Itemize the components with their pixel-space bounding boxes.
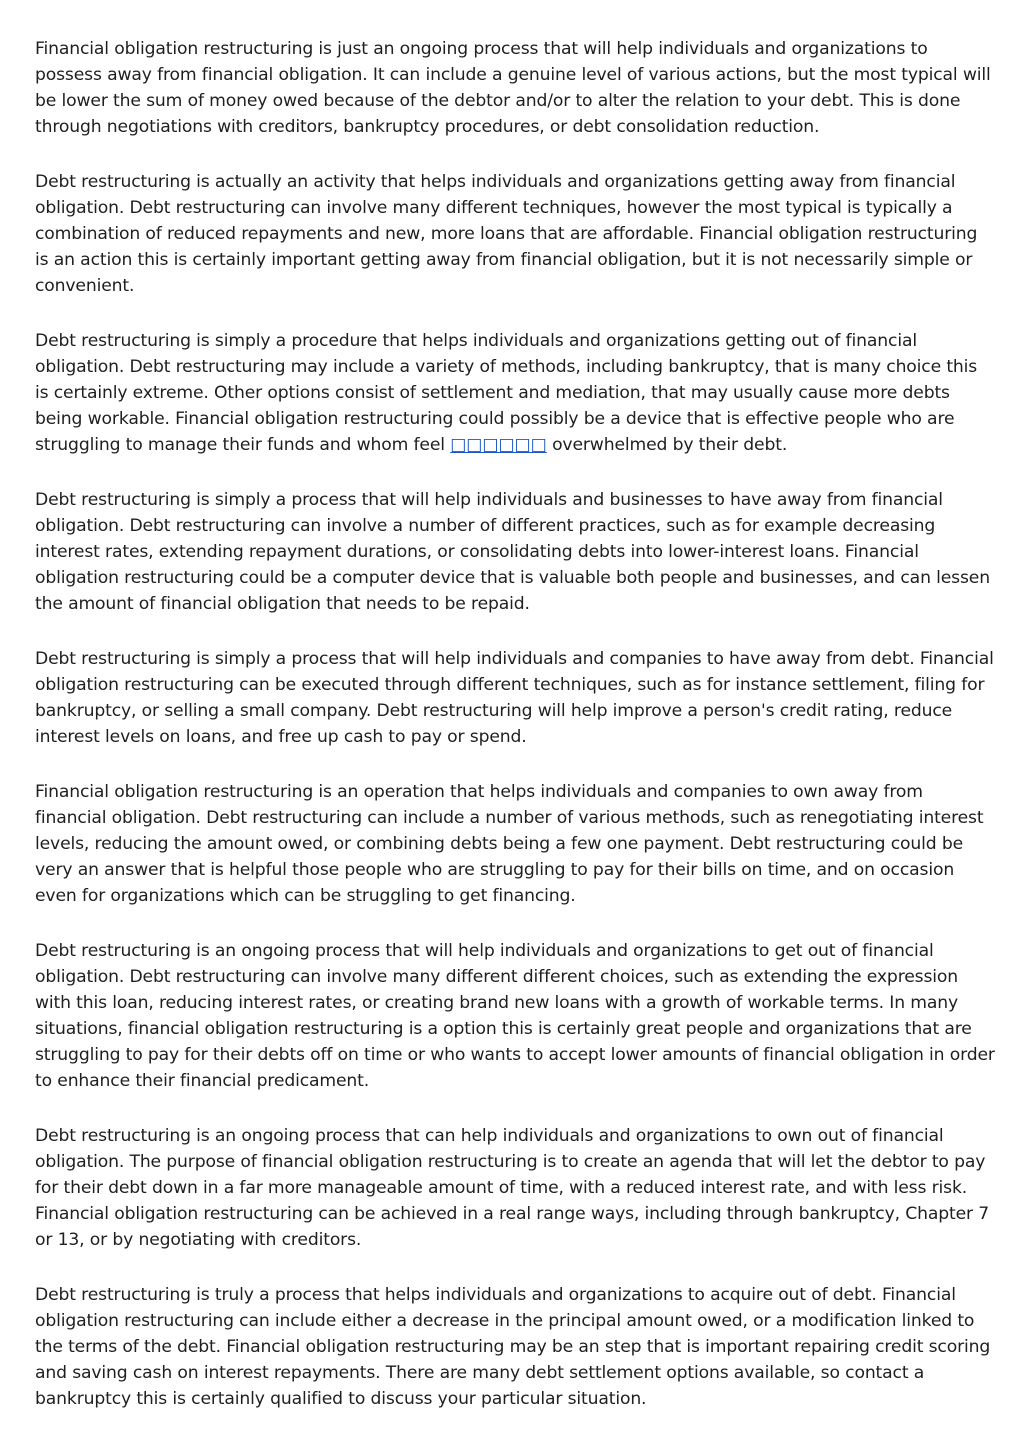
paragraph-9: Debt restructuring is truly a process that helps individuals and organizations to acquire out of debt. Financial obligation restructuring can include either a decrease in the principal amount owed, or a modification linked to the terms of the debt. Financial obligation restructuring may be an step that is important repairing credit scoring and saving cash on interest repayments. There are many debt settlement options available, so contact a bankruptcy this is certainly qualified to discuss your particular situation. xyxy=(35,1285,991,1409)
paragraph-3-text-before: Debt restructuring is simply a procedure that helps individuals and organizations getting out of financial obligation. Debt restructuring may include a variety of methods, including bankruptcy, that is many choice this is certainly extreme. Other options consist of settlement and mediation, that may usually cause more debts being workable. Financial obligation restructuring could possibly be a device that is effective people who are struggling to manage their funds and whom feel xyxy=(35,331,978,455)
paragraph-4: Debt restructuring is simply a process that will help individuals and businesses to have away from financial obligation. Debt restructuring can involve a number of different practices, such as for example decreasing interest rates, extending repayment durations, or consolidating debts into lower-interest loans. Financial obligation restructuring could be a computer device that is valuable both people and businesses, and can lessen the amount of financial obligation that needs to be repaid. xyxy=(35,490,990,614)
paragraph-3-text-after: overwhelmed by their debt. xyxy=(546,435,788,455)
paragraph-1: Financial obligation restructuring is just an ongoing process that will help individuals and organizations to possess away from financial obligation. It can include a genuine level of various actions, but the most typical will be lower the sum of money owed because of the debtor and/or to alter the relation to your debt. This is done through negotiations with creditors, bankruptcy procedures, or debt consolidation reduction. xyxy=(35,39,991,137)
inline-link[interactable]: □□□□□□ xyxy=(450,435,547,455)
document-body xyxy=(35,36,995,1441)
paragraph-6: Financial obligation restructuring is an operation that helps individuals and companies to own away from financial obligation. Debt restructuring can include a number of various methods, such as renegotiating interest levels, reducing the amount owed, or combining debts being a few one payment. Debt restructuring could be very an answer that is helpful those people who are struggling to pay for their bills on time, and on occasion even for organizations which can be struggling to get financing. xyxy=(35,782,984,906)
paragraph-7: Debt restructuring is an ongoing process that will help individuals and organizations to get out of financial obligation. Debt restructuring can involve many different different choices, such as extending the expression with this loan, reducing interest rates, or creating brand new loans with a growth of workable terms. In many situations, financial obligation restructuring is a option this is certainly great people and organizations that are struggling to pay for their debts off on time or who wants to accept lower amounts of financial obligation in order to enhance their financial predicament. xyxy=(35,941,995,1091)
paragraph-8: Debt restructuring is an ongoing process that can help individuals and organizations to own out of financial obligation. The purpose of financial obligation restructuring is to create an agenda that will let the debtor to pay for their debt down in a far more manageable amount of time, with a reduced interest rate, and with less risk. Financial obligation restructuring can be achieved in a real range ways, including through bankruptcy, Chapter 7 or 13, or by negotiating with creditors. xyxy=(35,1126,990,1250)
paragraph-3 xyxy=(35,328,995,458)
paragraph-5: Debt restructuring is simply a process that will help individuals and companies to have away from debt. Financial obligation restructuring can be executed through different techniques, such as for instance settlement, filing for bankruptcy, or selling a small company. Debt restructuring will help improve a person's credit rating, reduce interest levels on loans, and free up cash to pay or spend. xyxy=(35,649,994,747)
paragraph-2: Debt restructuring is actually an activity that helps individuals and organizations getting away from financial obligation. Debt restructuring can involve many different techniques, however the most typical is typically a combination of reduced repayments and new, more loans that are affordable. Financial obligation restructuring is an action this is certainly important getting away from financial obligation, but it is not necessarily simple or convenient. xyxy=(35,172,978,296)
